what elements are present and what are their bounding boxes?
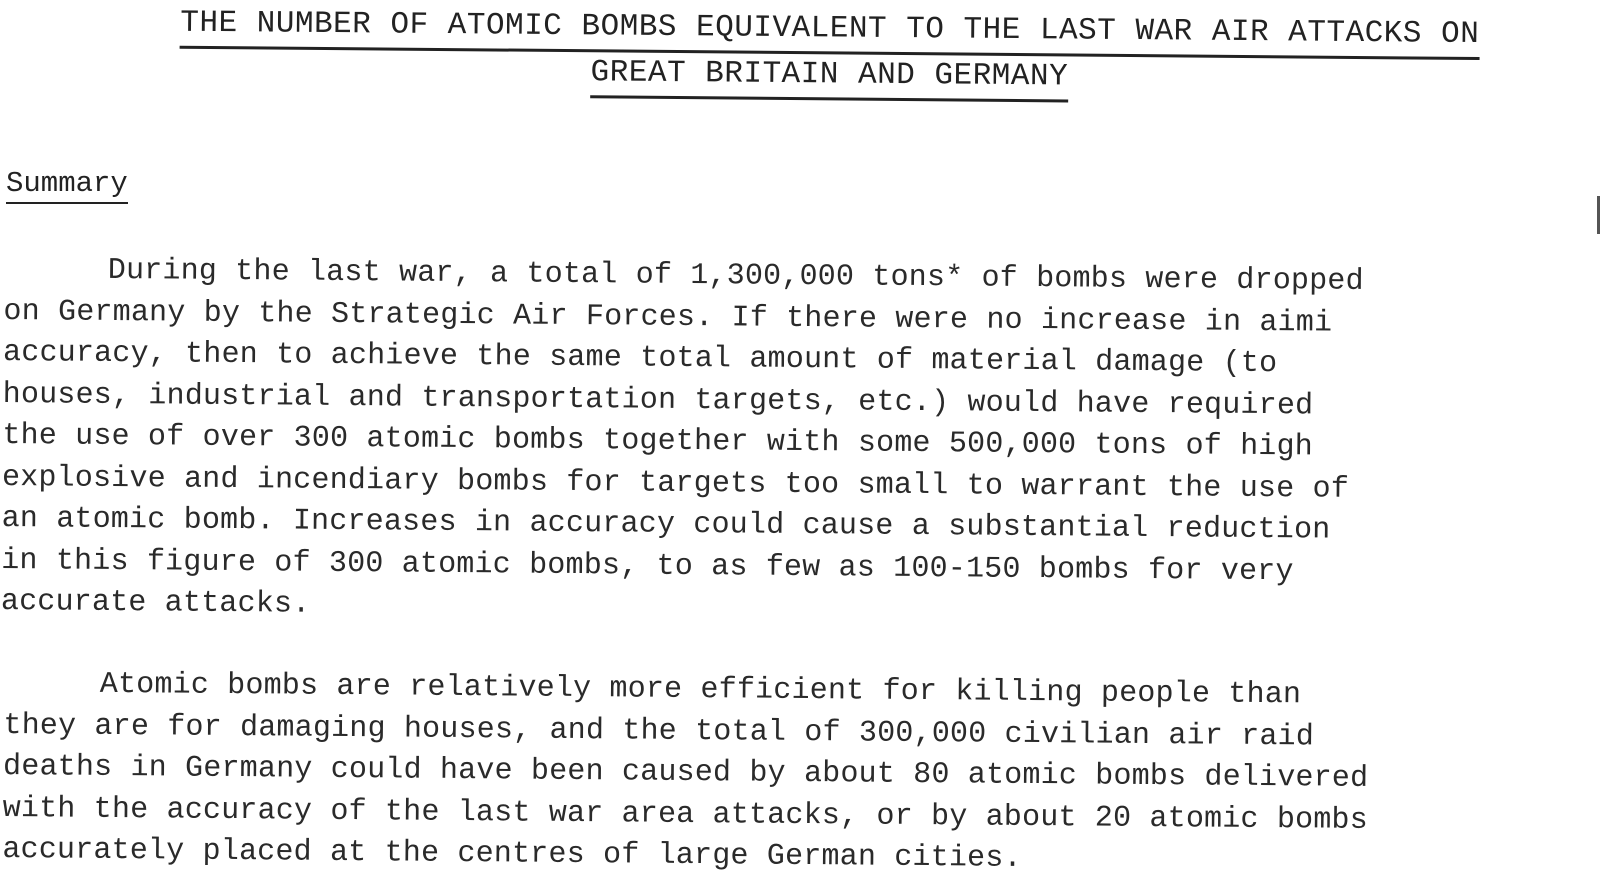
title-line-1: THE NUMBER OF ATOMIC BOMBS EQUIVALENT TO THE LAST WAR AIR ATTACKS ON (180, 3, 1479, 60)
paragraph-1-line: on Germany by the Strategic Air Forces. If there were no increase in aimi (3, 294, 1333, 341)
paragraph-1 (1, 250, 1584, 637)
paragraph-2-line: deaths in Germany could have been caused by about 80 atomic bombs delivered (2, 749, 1369, 796)
paragraph-1-line: houses, industrial and transportation targets, etc.) would have required (2, 377, 1314, 423)
title-line-2: GREAT BRITAIN AND GERMANY (590, 52, 1068, 102)
paragraph-2-line: accurately placed at the centres of large German cities. (2, 832, 1022, 876)
paragraph-1-line: During the last war, a total of 1,300,000 tons* of bombs were dropped (107, 253, 1364, 299)
paragraph-2-line: they are for damaging houses, and the total of 300,000 civilian air raid (3, 708, 1315, 754)
paragraph-2 (2, 664, 1584, 885)
paragraph-1-line: explosive and incendiary bombs for targets too small to warrant the use of (1, 460, 1350, 507)
paragraph-1-line: accuracy, then to achieve the same total amount of material damage (to (2, 335, 1278, 382)
paragraph-1-line: an atomic bomb. Increases in accuracy could cause a substantial reduction (1, 501, 1331, 548)
summary-heading: Summary (6, 167, 128, 204)
paragraph-1-line: in this figure of 300 atomic bombs, to as few as 100-150 bombs for very (1, 543, 1294, 589)
paragraph-2-line: Atomic bombs are relatively more efficient for killing people than (99, 667, 1302, 713)
paragraph-1-line: accurate attacks. (0, 584, 311, 622)
paragraph-1-line: the use of over 300 atomic bombs together with some 500,000 tons of high (2, 418, 1314, 465)
paragraph-2-line: with the accuracy of the last war area attacks, or by about 20 atomic bombs (2, 791, 1369, 838)
document-title (99, 2, 1560, 107)
